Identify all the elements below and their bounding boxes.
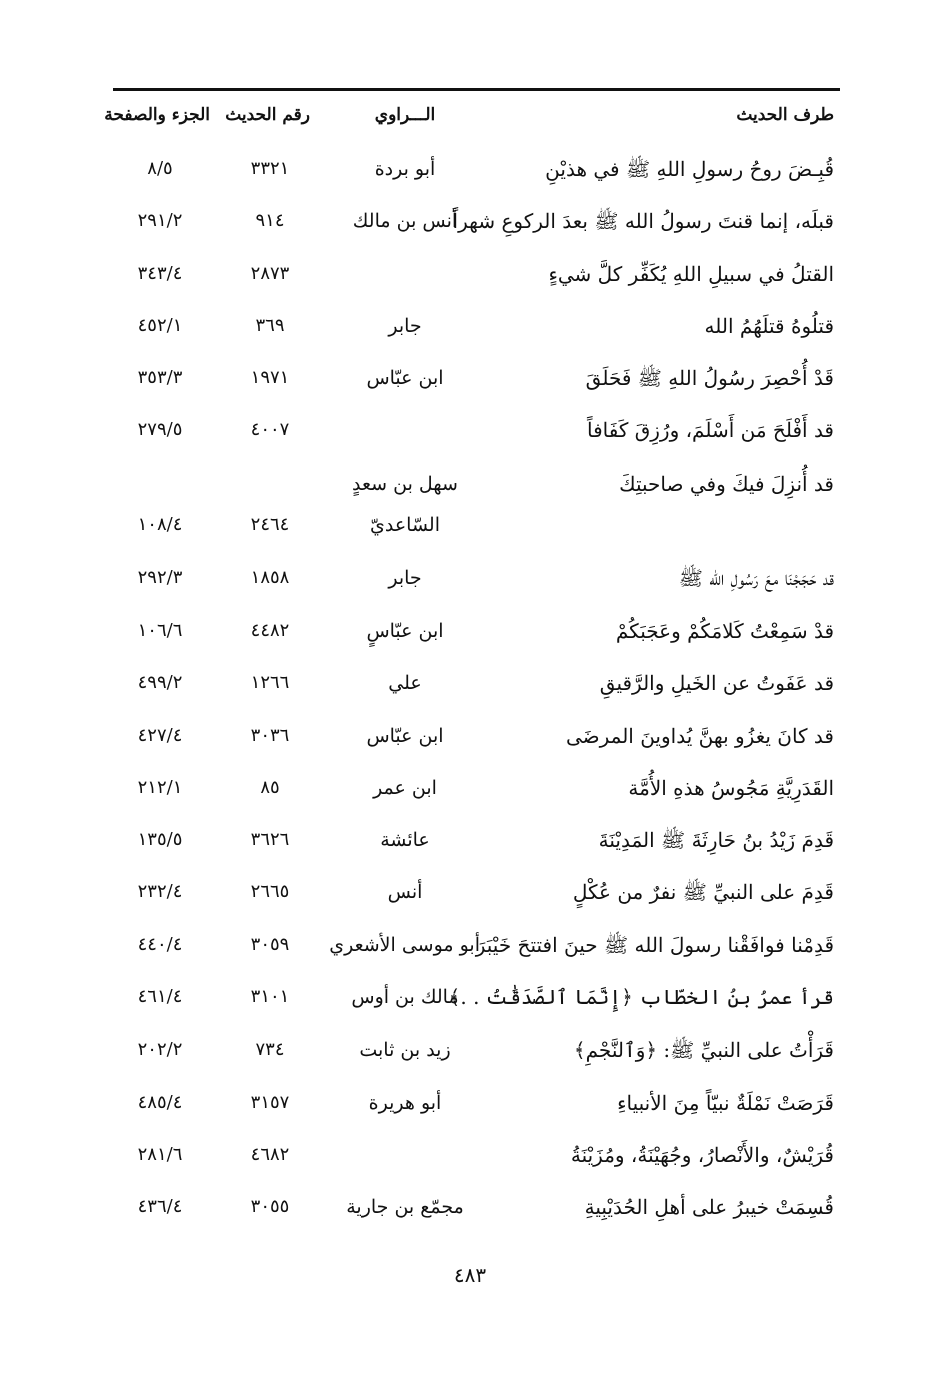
table-row [0,558,939,598]
table-row [0,820,939,860]
hadith-number: ٢٤٦٤ [250,514,290,535]
volume-page: ٢٩٢/٣ [137,567,183,588]
header-volume-page: الجزء والصفحة [104,105,210,125]
volume-page: ٤٢٧/٤ [137,725,183,746]
hadith-text: قَدِمْنا فوافَقْنا رسولَ الله ﷺ حينَ افتتحَ خَيْبَرَ [475,933,834,957]
table-row [0,201,939,241]
narrator: مجمّع بن جارية [346,1196,464,1218]
table-row [0,464,939,504]
hadith-number: ٣١٥٧ [250,1092,290,1113]
volume-page: ٨/٥ [147,158,173,179]
hadith-number: ٣٠٥٥ [250,1196,290,1217]
hadith-text: قَدِمَ على النبيِّ ﷺ نفرٌ من عُكْلٍ [572,880,834,904]
volume-page: ٤٨٥/٤ [137,1092,183,1113]
hadith-number: ١٢٦٦ [250,672,290,693]
table-row [0,1187,939,1227]
narrator: جابر [388,567,422,589]
hadith-number: ٩١٤ [255,210,285,231]
table-row [0,663,939,703]
volume-page: ٣٤٣/٤ [137,263,183,284]
hadith-text: قرأ عمرُ بنُ الخطّاب ﴿إِنَّمَا ٱلصَّدَقَٰتُ . .﴾ [448,985,834,1009]
hadith-number: ٣٣٢١ [250,158,290,179]
narrator [330,254,480,294]
hadith-number: ٢٨٧٣ [250,263,290,284]
volume-page: ٢٠٢/٢ [137,1039,183,1060]
hadith-text: قَرَأْتُ على النبيِّ ﷺ: ﴿وَٱلنَّجْمِ﴾ [573,1038,834,1062]
hadith-text: قَرَصَتْ نَمْلَةٌ نبيّاً مِنَ الأنبياءِ [617,1091,834,1115]
table-row [0,1030,939,1070]
volume-page: ٢٣٢/٤ [137,881,183,902]
table-row [0,768,939,808]
table-row [0,149,939,189]
narrator: السّاعديّ [370,514,440,536]
hadith-number: ٧٣٤ [255,1039,285,1060]
hadith-text: قتلُوهُ قتلَهُمُ الله [704,314,834,338]
narrator: أبو هريرة [368,1092,442,1114]
volume-page: ٤٤٠/٤ [137,934,183,955]
table-row [0,716,939,756]
table-row [0,505,939,545]
volume-page: ٢١٢/١ [137,777,183,798]
hadith-text: قدْ سَمِعْتُ كَلامَكُمْ وعَجَبَكُمْ [615,619,834,643]
header-rawi: الـــراوي [374,105,436,125]
hadith-text: قُسِمَتْ خيبرُ على أهلِ الحُدَيْبِيةِ [584,1195,834,1219]
narrator: جابر [388,315,422,337]
table-row [0,306,939,346]
narrator: عائشة [380,829,430,851]
header-number: رقم الحديث [225,105,310,125]
hadith-text: قد حَجَجْنَا معَ رَسُولِ الله ﷺ [678,566,834,590]
narrator [330,1135,480,1175]
narrator: مالك بن أوس [351,986,459,1008]
table-row [0,977,939,1017]
table-row [0,925,939,965]
hadith-text: القَدَرِيَّةِ مَجُوسُ هذهِ الأُمَّة [628,776,834,800]
header-hadith: طرف الحديث [736,105,834,125]
hadith-text: القتلُ في سبيلِ اللهِ يُكَفِّر كلَّ شيءٍ [548,262,834,286]
hadith-text: قد عَفَوتُ عن الخَيلِ والرَّقيقِ [599,671,834,695]
hadith-number: ٣٦٢٦ [250,829,290,850]
page-number: ٤٨٣ [453,1263,487,1287]
table-row [0,254,939,294]
table-row [0,1135,939,1175]
hadith-number: ٣٠٥٩ [250,934,290,955]
volume-page: ٤٣٦/٤ [137,1196,183,1217]
hadith-text: قبلَه، إنما قنتَ رسولُ الله ﷺ بعدَ الركوعِ شهراً [452,209,834,233]
volume-page: ٢٨١/٦ [137,1144,183,1165]
volume-page: ١٠٨/٤ [137,514,183,535]
hadith-text: قد أُنزِلَ فيكَ وفي صاحبتِكَ [619,472,834,496]
hadith-text [464,505,834,545]
hadith-number: ٨٥ [260,777,280,798]
hadith-number: ١٨٥٨ [250,567,290,588]
volume-page: ٤٥٢/١ [137,315,183,336]
narrator: أبو بردة [374,158,436,180]
volume-page: ٣٥٣/٣ [137,367,183,388]
hadith-text: قد كانَ يغزُو بهنَّ يُداوينَ المرضَى [565,724,834,748]
hadith-number: ٤٦٨٢ [250,1144,290,1165]
header-rule [113,88,840,91]
table-row [0,410,939,450]
volume-page [110,464,210,504]
narrator [330,410,480,450]
narrator: سهل بن سعدٍ [352,473,458,495]
narrator: أبو موسى الأشعري [329,934,480,956]
hadith-text: قُرَيْشٌ، والأَنْصارُ، وجُهَيْنَةُ، ومُزَيْنَةُ [570,1143,834,1167]
hadith-number: ٤٤٨٢ [250,620,290,641]
hadith-number [230,464,310,504]
narrator: علي [388,672,422,694]
narrator: ابن عبّاس [366,367,444,389]
volume-page: ٤٩٩/٢ [137,672,183,693]
hadith-number: ٢٦٦٥ [250,881,290,902]
narrator: أنس [387,881,423,903]
hadith-text: قُبِـضَ روحُ رسولِ اللهِ ﷺ في هذيْنِ [545,157,834,181]
table-header [0,95,939,135]
volume-page: ١٠٦/٦ [137,620,183,641]
volume-page: ٤٦١/٤ [137,986,183,1007]
hadith-number: ٣٠٣٦ [250,725,290,746]
hadith-text: قَدِمَ زَيْدُ بنُ حَارِثَةَ ﷺ المَدِيْنَةَ [598,828,834,852]
volume-page: ٢٧٩/٥ [137,419,183,440]
table-row [0,358,939,398]
hadith-number: ٣١٠١ [250,986,290,1007]
volume-page: ٢٩١/٢ [137,210,183,231]
hadith-text: قد أَفْلَحَ مَن أَسْلَمَ، ورُزِقَ كَفَافاً [586,418,834,442]
volume-page: ١٣٥/٥ [137,829,183,850]
table-row [0,611,939,651]
narrator: أنس بن مالك [352,210,458,232]
narrator: ابن عبّاسٍ [366,620,444,642]
narrator: زيد بن ثابت [359,1039,451,1061]
narrator: ابن عمر [373,777,437,799]
narrator: ابن عبّاس [366,725,444,747]
hadith-number: ٤٠٠٧ [250,419,290,440]
hadith-number: ٣٦٩ [255,315,285,336]
table-row [0,872,939,912]
hadith-text: قَدْ أُحْصِرَ رسُولُ اللهِ ﷺ فَحَلَقَ [585,366,834,390]
table-row [0,1083,939,1123]
hadith-number: ١٩٧١ [250,367,290,388]
